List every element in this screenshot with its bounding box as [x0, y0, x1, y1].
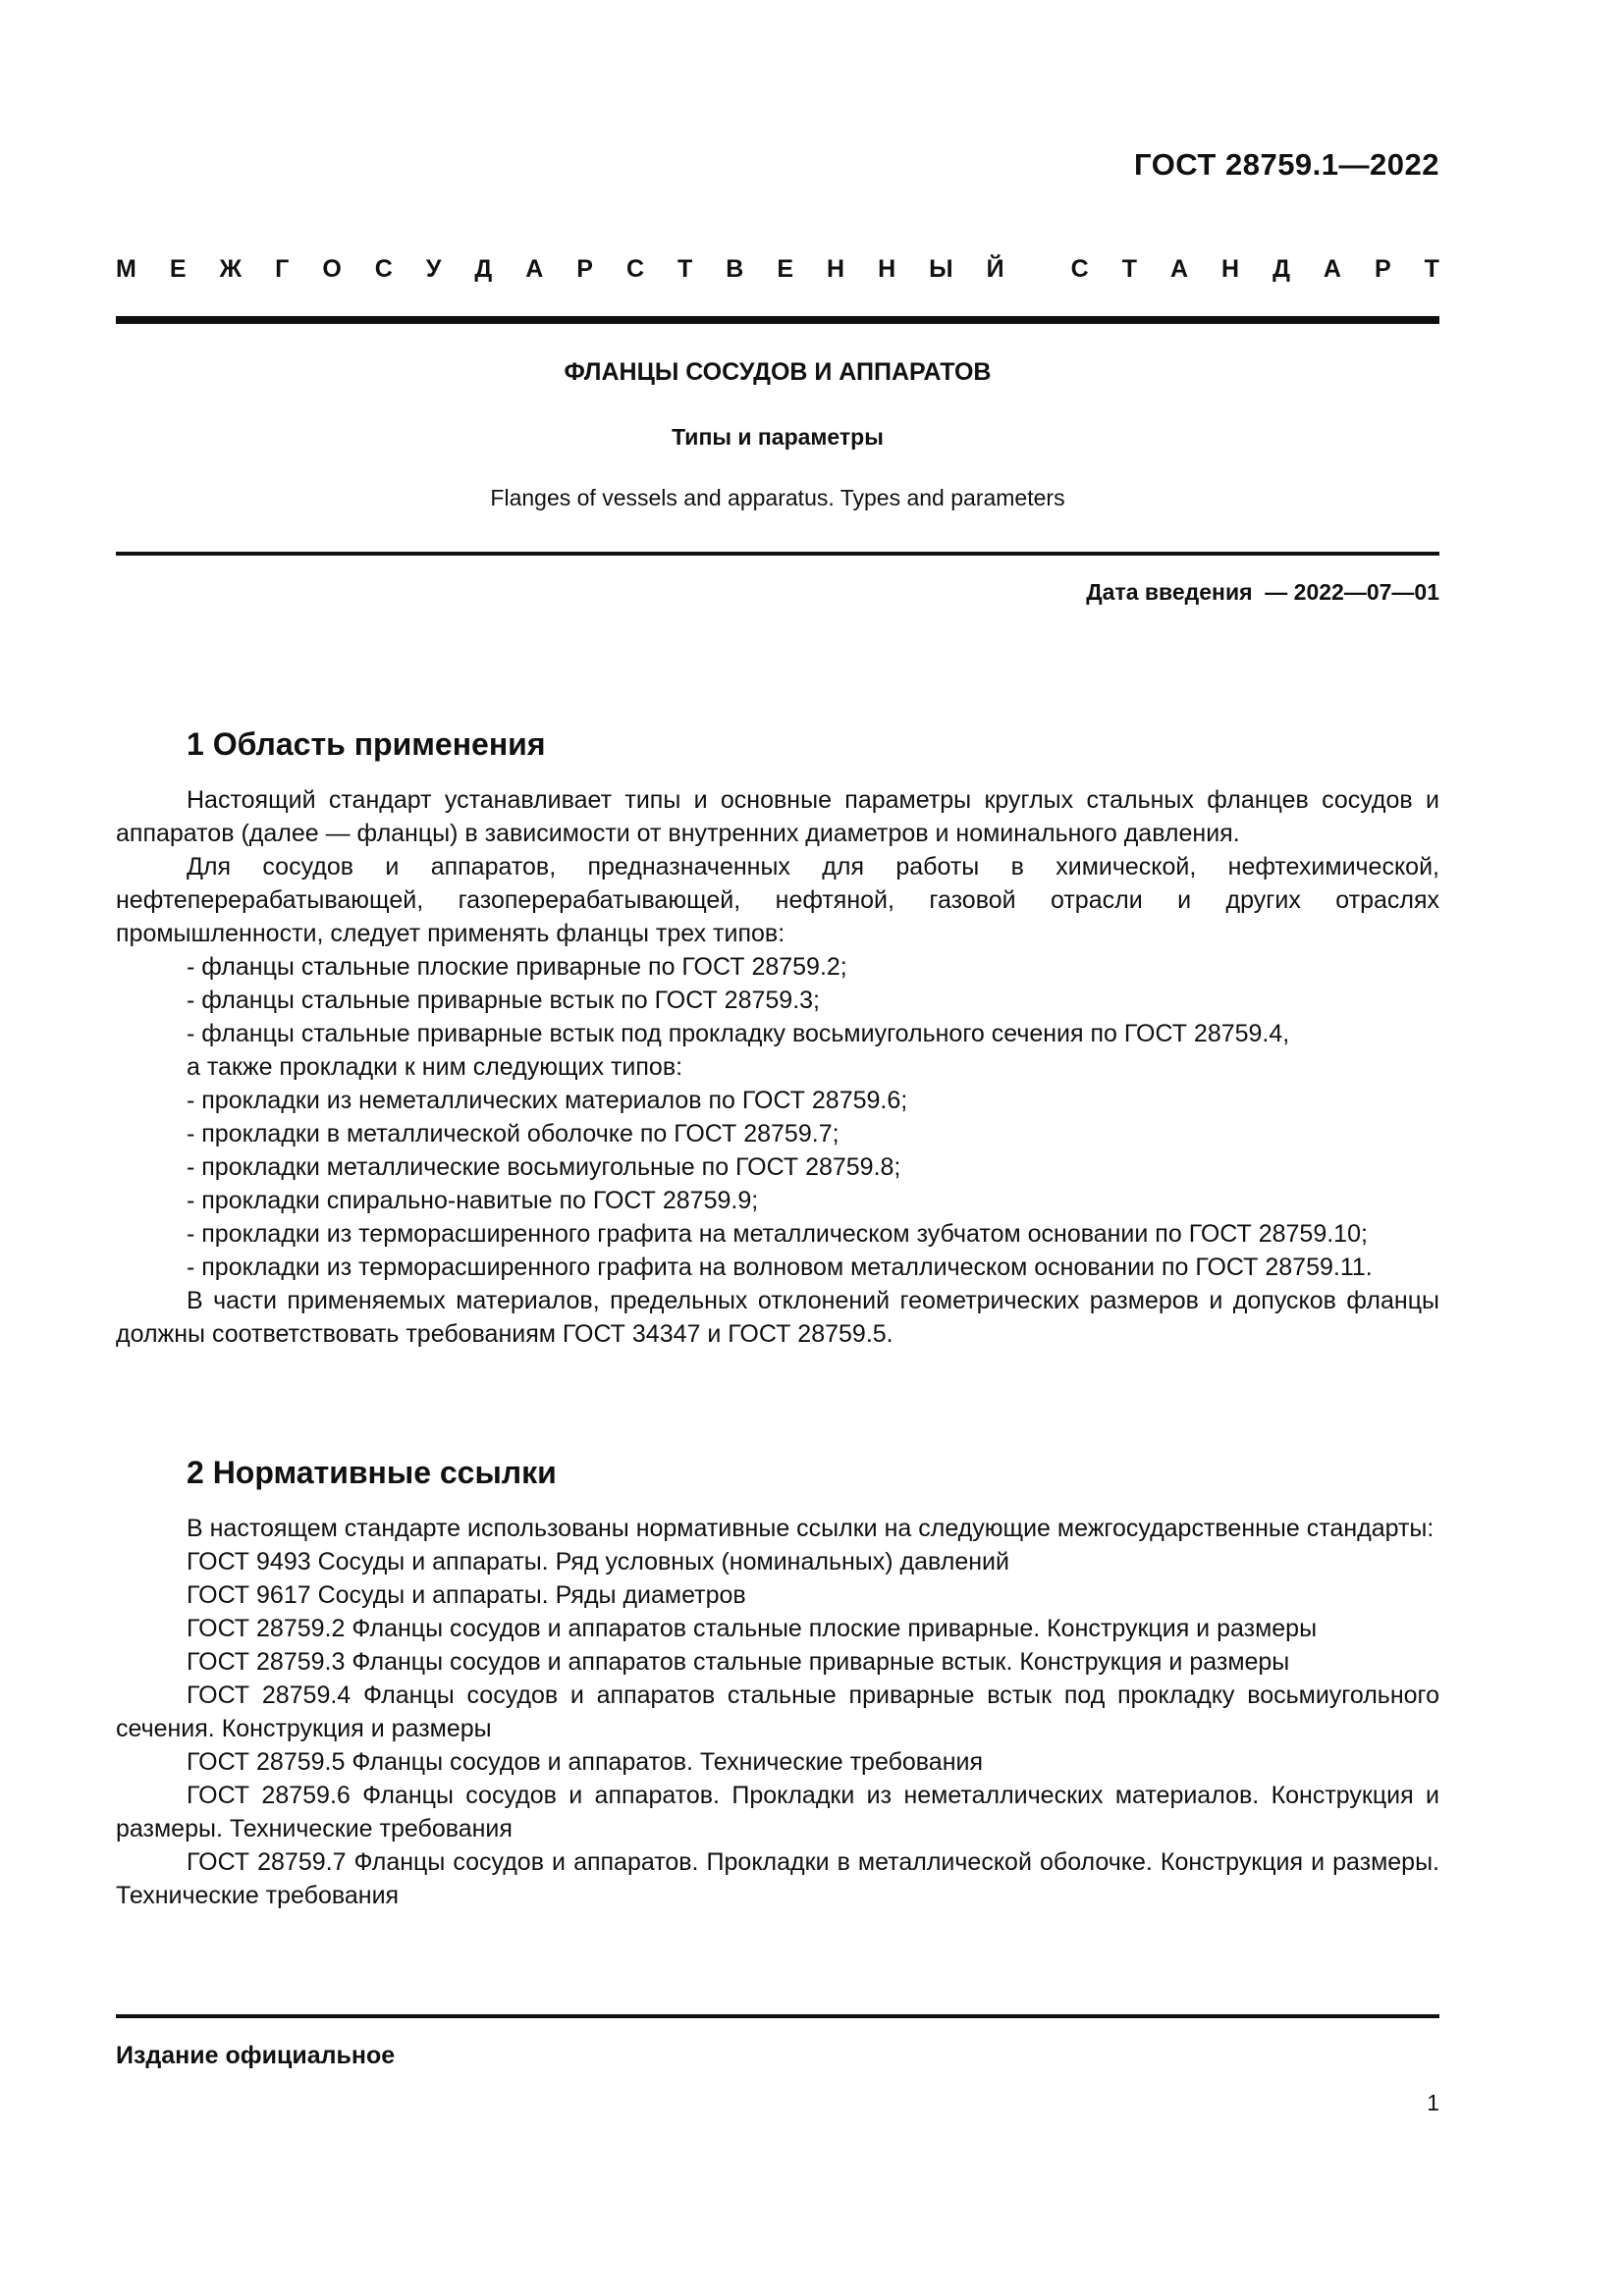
banner-letter: Ж	[219, 255, 243, 283]
paragraph: Настоящий стандарт устанавливает типы и основные параметры круглых стальных фланцев сосудов и аппаратов (далее — фланцы) в зависимости от внутренних диаметров и номинального давления.	[116, 786, 1439, 847]
banner-letter: Т	[1121, 255, 1137, 283]
list-item: а также прокладки к ним следующих типов:	[187, 1053, 683, 1081]
paragraph: В части применяемых материалов, предельных отклонений геометрических размеров и допусков фланцы должны соответствовать требованиям ГОСТ 34347 и ГОСТ 28759.5.	[116, 1287, 1439, 1348]
list-item: - фланцы стальные плоские приварные по ГОСТ 28759.2;	[187, 953, 847, 981]
introduction-date: Дата введения — 2022—07—01	[1086, 579, 1439, 605]
banner-letter: Д	[1272, 255, 1290, 283]
banner-letter: Р	[576, 255, 593, 283]
list-item: - прокладки металлические восьмиугольные по ГОСТ 28759.8;	[187, 1153, 901, 1181]
interstate-standard-banner	[116, 255, 1439, 284]
banner-letter: А	[525, 255, 544, 283]
list-item: - прокладки из неметаллических материалов по ГОСТ 28759.6;	[187, 1087, 908, 1114]
page-number: 1	[1427, 2090, 1439, 2115]
list-item: - фланцы стальные приварные встык под прокладку восьмиугольного сечения по ГОСТ 28759.4,	[187, 1020, 1290, 1047]
banner-letter: Н	[827, 255, 845, 283]
reference-item: ГОСТ 9493 Сосуды и аппараты. Ряд условных (номинальных) давлений	[187, 1548, 1009, 1575]
section-normative-references	[116, 1453, 1439, 1912]
list-item: - прокладки из терморасширенного графита на металлическом зубчатом основании по ГОСТ 28759.10;	[187, 1220, 1368, 1248]
reference-item: ГОСТ 28759.4 Фланцы сосудов и аппаратов стальные приварные встык под прокладку восьмиугольного сечения. Конструкция и размеры	[116, 1682, 1439, 1742]
banner-letter: Р	[1374, 255, 1391, 283]
paragraph: В настоящем стандарте использованы нормативные ссылки на следующие межгосударственные стандарты:	[187, 1515, 1435, 1542]
document-page	[116, 0, 1439, 2296]
reference-item: ГОСТ 28759.3 Фланцы сосудов и аппаратов стальные приварные встык. Конструкция и размеры	[187, 1648, 1290, 1676]
banner-letter: В	[726, 255, 744, 283]
banner-letter: Й	[986, 255, 1004, 283]
banner-letter: А	[1169, 255, 1189, 283]
banner-letter: Н	[1221, 255, 1240, 283]
section-body	[116, 1512, 1439, 1912]
list-item: - фланцы стальные приварные встык по ГОСТ 28759.3;	[187, 987, 820, 1014]
banner-letter: Н	[878, 255, 896, 283]
footer-divider	[116, 2014, 1439, 2018]
section-body	[116, 783, 1439, 1351]
document-number: ГОСТ 28759.1—2022	[1134, 147, 1439, 182]
banner-letter: А	[1323, 255, 1341, 283]
reference-item: ГОСТ 28759.5 Фланцы сосудов и аппаратов. Технические требования	[187, 1748, 983, 1776]
banner-letter: У	[425, 255, 442, 283]
banner-letter: О	[322, 255, 342, 283]
section-heading: 1 Область применения	[187, 726, 546, 762]
official-edition-label: Издание официальное	[116, 2042, 396, 2069]
list-item: - прокладки в металлической оболочке по ГОСТ 28759.7;	[187, 1120, 839, 1148]
banner-letter: Т	[1424, 255, 1439, 283]
document-title-english: Flanges of vessels and apparatus. Types and parameters	[490, 485, 1065, 510]
banner-letter: Ы	[929, 255, 953, 283]
banner-letter: М	[116, 255, 136, 283]
section-scope	[116, 724, 1439, 1351]
banner-letter: С	[374, 255, 393, 283]
title-divider	[116, 552, 1439, 556]
reference-item: ГОСТ 9617 Сосуды и аппараты. Ряды диаметров	[187, 1581, 746, 1609]
document-title: ФЛАНЦЫ СОСУДОВ И АППАРАТОВ	[564, 358, 992, 386]
banner-letter: Е	[777, 255, 794, 283]
banner-letter: Е	[169, 255, 187, 283]
list-item: - прокладки из терморасширенного графита на волновом металлическом основании по ГОСТ 28759.11.	[187, 1254, 1373, 1281]
banner-letter: С	[1070, 255, 1089, 283]
banner-letter: С	[625, 255, 645, 283]
reference-item: ГОСТ 28759.2 Фланцы сосудов и аппаратов стальные плоские приварные. Конструкция и размеры	[187, 1615, 1318, 1642]
list-item: - прокладки спирально-навитые по ГОСТ 28759.9;	[187, 1187, 759, 1214]
reference-item: ГОСТ 28759.6 Фланцы сосудов и аппаратов. Прокладки из неметаллических материалов. Конструкция и размеры. Технические требования	[116, 1782, 1439, 1842]
banner-letter: Г	[275, 255, 290, 283]
document-subtitle: Типы и параметры	[672, 424, 884, 450]
section-heading: 2 Нормативные ссылки	[187, 1455, 557, 1490]
paragraph: Для сосудов и аппаратов, предназначенных для работы в химической, нефтехимической, нефтеперерабатывающей, газоперерабатывающей, нефтяной, газовой отрасли и других отраслях промышленности, следует применять фланцы трех типов:	[116, 853, 1439, 947]
header-divider	[116, 316, 1439, 324]
banner-letter: Т	[677, 255, 693, 283]
banner-letter: Д	[474, 255, 493, 283]
reference-item: ГОСТ 28759.7 Фланцы сосудов и аппаратов. Прокладки в металлической оболочке. Конструкция и размеры. Технические требования	[116, 1848, 1439, 1909]
